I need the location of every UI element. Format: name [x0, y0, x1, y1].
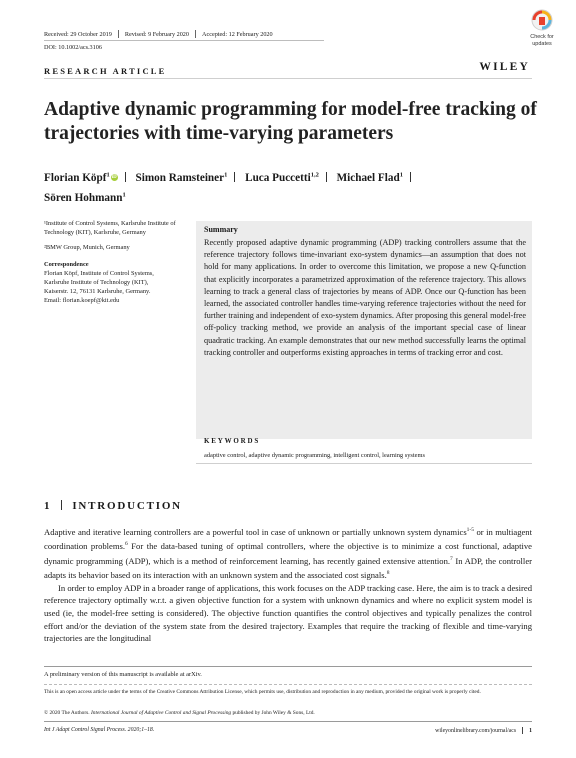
author[interactable] — [44, 172, 118, 184]
correspondence-address: Kaiserstr. 12, 76131 Karlsruhe, Germany. — [44, 288, 151, 295]
header-divider — [44, 78, 532, 79]
page-number: 1 — [529, 727, 532, 734]
summary-heading: Summary — [204, 225, 238, 234]
header-rule — [44, 40, 324, 41]
check-for-updates-icon — [520, 6, 564, 58]
divider — [118, 30, 119, 38]
separator — [125, 172, 126, 182]
journal-url[interactable]: wileyonlinelibrary.com/journal/acs — [435, 727, 517, 734]
affiliation-ref: 1,2 — [310, 171, 319, 178]
author-name: Florian Köpf — [44, 171, 107, 184]
received-date: Received: 29 October 2019 — [44, 30, 112, 38]
author[interactable] — [245, 172, 319, 184]
author-name: Luca Puccetti — [245, 171, 311, 184]
article-title: Adaptive dynamic programming for model-free tracking of trajectories with time-varying parameters — [44, 99, 537, 144]
affiliation-2: ²BMW Group, Munich, Germany — [44, 244, 130, 251]
affiliation-ref: 1 — [224, 171, 228, 178]
affiliation-1: ¹Institute of Control Systems, Karlsruhe Institute of Technology (KIT), Karlsruhe, Germany — [44, 220, 176, 236]
text-run: or in multiagent coordination problems. — [44, 526, 532, 552]
separator — [410, 172, 411, 182]
doi[interactable]: DOI: 10.1002/acs.3106 — [44, 44, 102, 51]
author[interactable] — [44, 192, 126, 204]
text-run: published by John Wiley & Sons, Ltd. — [231, 710, 315, 716]
text-run: For the data-based tuning of optimal controllers, where the objective is to minimize a cost functional, adaptive dynamic programming (ADP), which is a method of reinforcement learning, has recently gained extensive attention. — [44, 541, 532, 566]
section-heading — [44, 500, 182, 512]
keywords-rule — [196, 463, 532, 464]
article-type: RESEARCH ARTICLE — [44, 66, 167, 76]
separator — [234, 172, 235, 182]
keywords-heading: KEYWORDS — [204, 437, 261, 445]
section-title: INTRODUCTION — [72, 500, 182, 512]
journal-name: International Journal of Adaptive Control and Signal Processing — [90, 710, 232, 716]
check-for-updates-badge[interactable] — [520, 6, 564, 58]
affiliations — [44, 219, 186, 305]
badge-label: Check for updates — [530, 34, 554, 47]
citation-text: Int J Adapt Control Signal Process. 2020;1–18. — [44, 727, 155, 733]
author-name: Michael Flad — [336, 171, 400, 184]
paragraph — [44, 524, 532, 582]
correspondence-address: Karlsruhe Institute of Technology (KIT), — [44, 279, 149, 286]
footer-right — [435, 727, 532, 734]
keywords-list: adaptive control, adaptive dynamic programming, intelligent control, learning systems — [204, 452, 425, 459]
author[interactable] — [136, 172, 228, 184]
journal-citation — [44, 727, 154, 733]
author-list — [44, 166, 524, 207]
citation-ref[interactable]: 7 — [450, 555, 453, 562]
footer-rule — [44, 721, 532, 722]
separator — [61, 500, 62, 510]
citation-ref[interactable]: 8 — [386, 570, 390, 577]
section-number: 1 — [44, 500, 52, 512]
orcid-icon[interactable]: iD — [111, 174, 117, 180]
affiliation-ref: 1 — [399, 171, 403, 178]
license-rule — [44, 684, 532, 686]
author[interactable] — [337, 172, 403, 184]
article-history — [44, 30, 273, 38]
citation-ref[interactable]: 6 — [125, 541, 128, 548]
footnote-rule — [44, 666, 532, 667]
text-run: © 2020 The Authors. — [44, 710, 91, 716]
separator — [522, 727, 523, 734]
correspondence-email[interactable]: Email: florian.koepf@kit.edu — [44, 297, 120, 304]
paragraph: In order to employ ADP in a broader range of applications, this work focuses on the ADP tracking case. Here, the aim is to track a desired reference trajectory optimally w.r.t. a given objective function for a system with unknown dynamics and where no explicit system model is used (ie, the model-free setting is considered). The objective function quantifies the control objectives and typically penalizes the control effort and/or the deviation of the system state from the desired trajectory. Examples that require the tracking of flexible and time-varying trajectories are the longitudinal — [44, 582, 532, 644]
separator — [326, 172, 327, 182]
citation-ref[interactable]: 1-5 — [466, 527, 475, 533]
text-run: Adaptive and iterative learning controllers are a powerful tool in case of unknown or partially unknown system dynamics — [44, 526, 467, 537]
license-text: This is an open access article under the terms of the Creative Commons Attribution License, which permits use, distribution and reproduction in any medium, provided the original work is properly cited. — [44, 689, 481, 695]
publisher-logo: WILEY — [479, 61, 530, 73]
summary-text: Recently proposed adaptive dynamic programming (ADP) tracking controllers assume that the reference trajectory follows time-invariant exo-system dynamics—an assumption that does not hold for many applications. In order to overcome this limitation, we propose a new Q-function that explicitly incorporates a parametrized approximation of the reference trajectory. This allows learning to track a general class of trajectories by means of ADP. Once our Q-function has been learned, the associated controller handles time-varying reference trajectories without the need for further training and independent of exo-system dynamics. After proposing this general model-free off-policy tracking method, we provide an analysis of the important special case of linear quadratic tracking. An example demonstrates that our new method successfully learns the optimal tracking controller and outperforms existing approaches in terms of tracking error and cost. — [204, 238, 526, 357]
divider — [195, 30, 196, 38]
revised-date: Revised: 9 February 2020 — [124, 30, 189, 38]
preliminary-note: A preliminary version of this manuscript is available at arXiv. — [44, 671, 202, 678]
author-name: Simon Ramsteiner — [135, 171, 225, 184]
affiliation-ref: 1 — [122, 191, 126, 199]
text-run: In ADP, the controller adapts its behavior based on its interaction with an unknown system and the associated cost signals. — [44, 555, 532, 581]
correspondence-heading: Correspondence — [44, 261, 89, 268]
accepted-date: Accepted: 12 February 2020 — [201, 30, 273, 38]
copyright — [44, 710, 315, 716]
body-text — [44, 524, 532, 645]
author-name: Sören Hohmann — [44, 192, 123, 205]
correspondence-name: Florian Köpf, Institute of Control Systems, — [44, 270, 154, 277]
affiliation-ref: 1 — [106, 171, 110, 178]
